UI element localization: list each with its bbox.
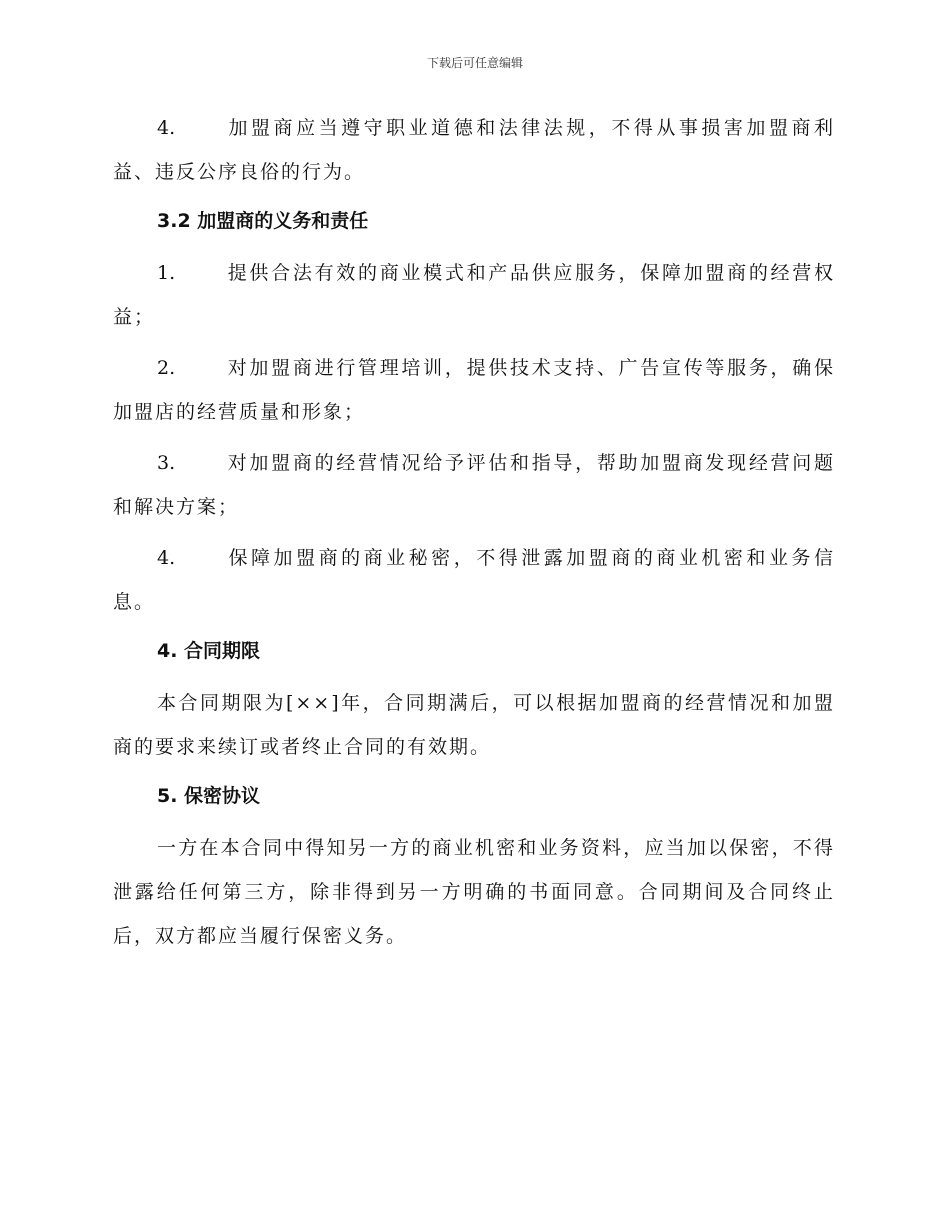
- list-item-text: 提供合法有效的商业模式和产品供应服务，保障加盟商的经营权益；: [113, 262, 835, 328]
- list-item: [113, 251, 835, 339]
- list-item: [113, 346, 835, 434]
- list-item-number: 4.: [157, 117, 176, 139]
- list-item-number: 3.: [157, 452, 176, 474]
- list-item-text: 对加盟商的经营情况给予评估和指导，帮助加盟商发现经营问题和解决方案；: [113, 452, 835, 518]
- list-item: [113, 106, 835, 194]
- list-item-text: 对加盟商进行管理培训，提供技术支持、广告宣传等服务，确保加盟店的经营质量和形象；: [113, 357, 835, 423]
- list-item-number: 1.: [157, 262, 176, 284]
- list-item-number: 4.: [157, 547, 176, 569]
- list-item: [113, 536, 835, 624]
- page-header: 下载后可任意编辑: [426, 56, 523, 70]
- list-item-text: 保障加盟商的商业秘密，不得泄露加盟商的商业机密和业务信息。: [113, 547, 835, 613]
- section-heading-3-2: 3.2 加盟商的义务和责任: [157, 210, 369, 232]
- paragraph-contract-term: 本合同期限为[××]年，合同期满后，可以根据加盟商的经营情况和加盟商的要求来续订或者终止合同的有效期。: [113, 692, 835, 758]
- section-heading-5: 5. 保密协议: [157, 785, 261, 807]
- section-heading-4: 4. 合同期限: [157, 640, 261, 662]
- list-item: [113, 441, 835, 529]
- list-item-number: 2.: [157, 357, 176, 379]
- document-body: [113, 106, 835, 965]
- list-item-text: 加盟商应当遵守职业道德和法律法规，不得从事损害加盟商利益、违反公序良俗的行为。: [113, 117, 835, 183]
- paragraph-confidentiality: 一方在本合同中得知另一方的商业机密和业务资料，应当加以保密，不得泄露给任何第三方，除非得到另一方明确的书面同意。合同期间及合同终止后，双方都应当履行保密义务。: [113, 837, 835, 947]
